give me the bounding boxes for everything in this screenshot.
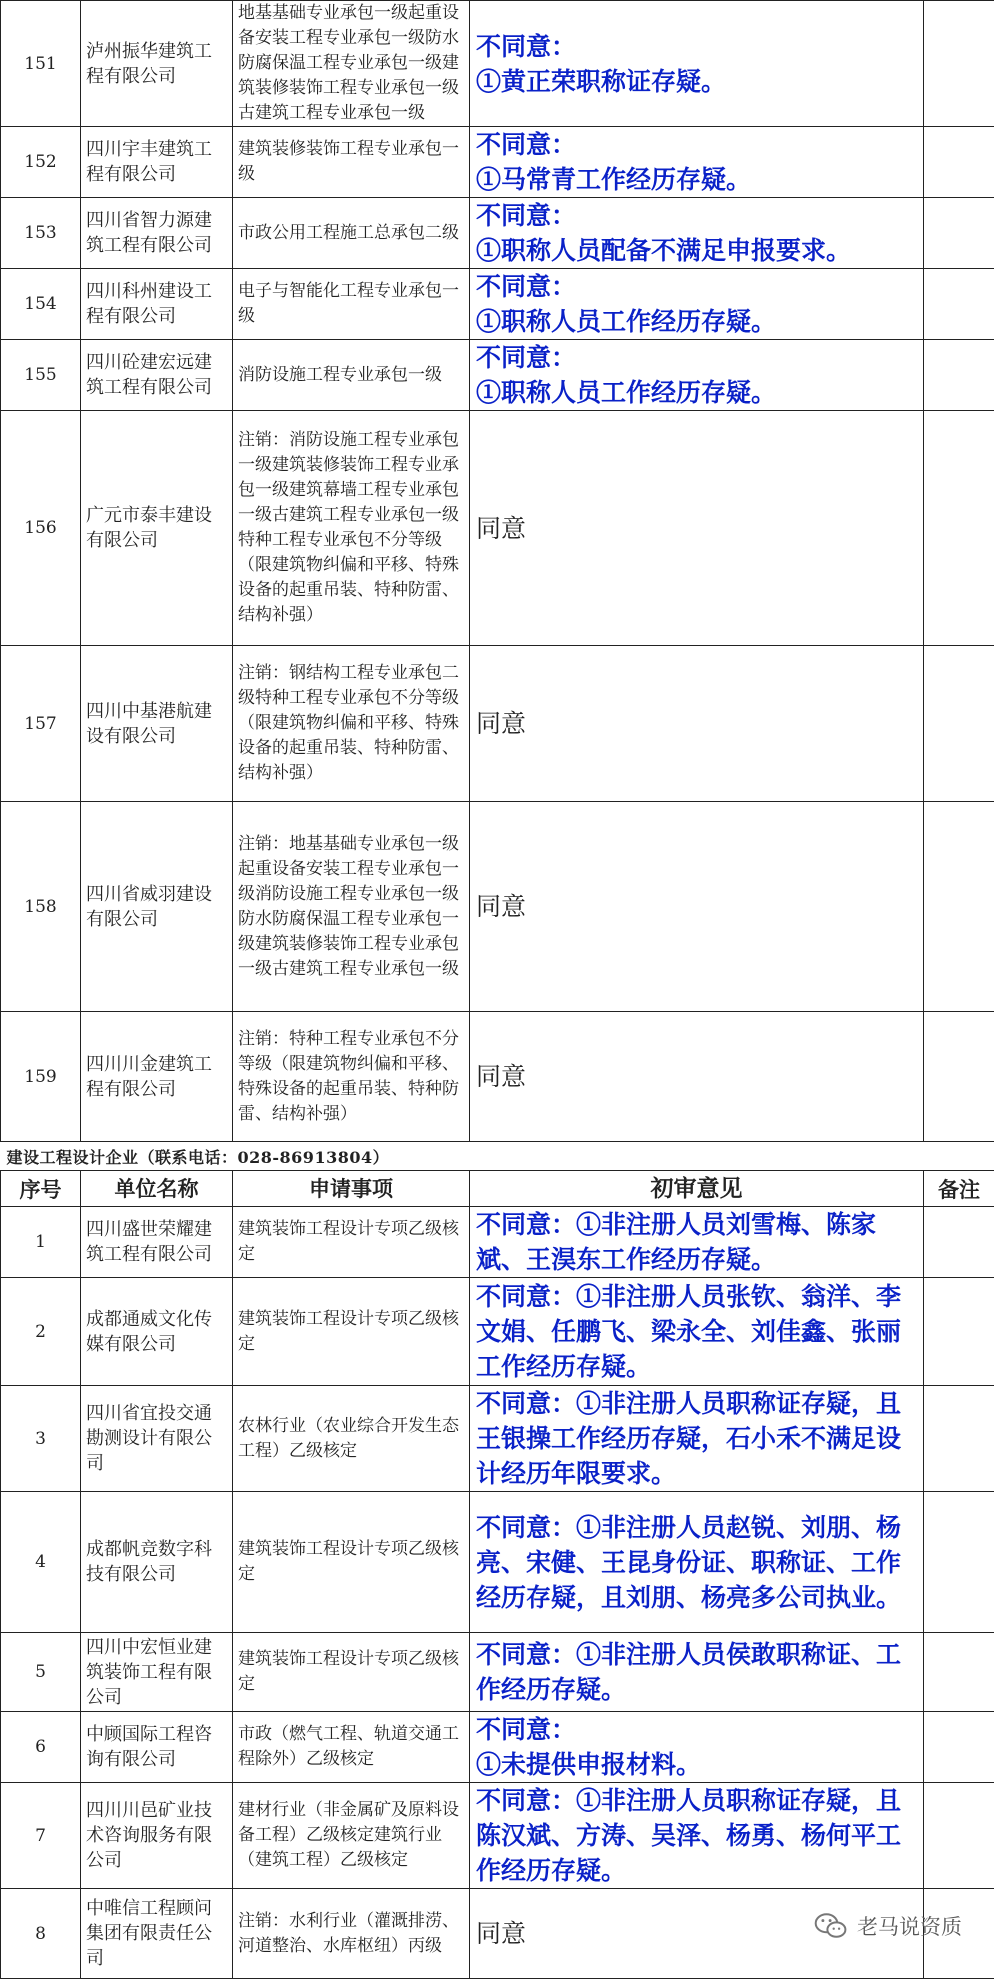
application-item: 地基基础专业承包一级起重设备安装工程专业承包一级防水防腐保温工程专业承包一级建筑装修装饰工程专业承包一级古建筑工程专业承包一级 bbox=[233, 1, 470, 127]
unit-name: 成都帆竞数字科技有限公司 bbox=[81, 1492, 233, 1633]
remark-cell bbox=[924, 1207, 994, 1278]
opinion-line: 同意 bbox=[476, 1062, 527, 1091]
application-item: 市政（燃气工程、轨道交通工程除外）乙级核定 bbox=[233, 1712, 470, 1783]
unit-name: 广元市泰丰建设有限公司 bbox=[81, 411, 233, 646]
application-item: 建材行业（非金属矿及原料设备工程）乙级核定建筑行业（建筑工程）乙级核定 bbox=[233, 1783, 470, 1889]
unit-name: 中唯信工程顾问集团有限责任公司 bbox=[81, 1889, 233, 1979]
section-title-row bbox=[1, 1142, 994, 1171]
unit-name: 四川川金建筑工程有限公司 bbox=[81, 1012, 233, 1142]
unit-name: 四川中基港航建设有限公司 bbox=[81, 646, 233, 802]
row-number: 3 bbox=[1, 1386, 81, 1492]
table-row bbox=[1, 1633, 994, 1712]
header-unit: 单位名称 bbox=[81, 1171, 233, 1207]
header-item: 申请事项 bbox=[233, 1171, 470, 1207]
row-number: 153 bbox=[1, 198, 81, 269]
review-opinion bbox=[470, 1712, 924, 1783]
row-number: 156 bbox=[1, 411, 81, 646]
table-row bbox=[1, 1278, 994, 1386]
opinion-line: 不同意：①非注册人员赵锐、刘朋、杨亮、宋健、王昆身份证、职称证、工作经历存疑，且刘朋、杨亮多公司执业。 bbox=[476, 1512, 902, 1612]
opinion-line: 同意 bbox=[476, 513, 527, 543]
table-row bbox=[1, 411, 994, 646]
opinion-line: 不同意： bbox=[476, 130, 577, 159]
unit-name: 成都通威文化传媒有限公司 bbox=[81, 1278, 233, 1386]
remark-cell bbox=[924, 411, 994, 646]
application-item: 注销：消防设施工程专业承包一级建筑装修装饰工程专业承包一级建筑幕墙工程专业承包一级古建筑工程专业承包一级特种工程专业承包不分等级（限建筑物纠偏和平移、特殊设备的起重吊装、特种防雷、结构补强） bbox=[233, 411, 470, 646]
opinion-line: ①职称人员配备不满足申报要求。 bbox=[476, 236, 852, 265]
remark-cell bbox=[924, 198, 994, 269]
application-item: 建筑装饰工程设计专项乙级核定 bbox=[233, 1633, 470, 1712]
review-opinion bbox=[470, 1633, 924, 1712]
remark-cell bbox=[924, 1633, 994, 1712]
review-opinion bbox=[470, 1, 924, 127]
opinion-line: 不同意： bbox=[476, 201, 577, 230]
opinion-line: ①黄正荣职称证存疑。 bbox=[476, 66, 727, 96]
unit-name: 四川宇丰建筑工程有限公司 bbox=[81, 127, 233, 198]
upper-section bbox=[1, 1, 994, 1142]
review-opinion bbox=[470, 1278, 924, 1386]
header-remark: 备注 bbox=[924, 1171, 994, 1207]
remark-cell bbox=[924, 1012, 994, 1142]
application-item: 市政公用工程施工总承包二级 bbox=[233, 198, 470, 269]
review-opinion bbox=[470, 802, 924, 1012]
row-number: 151 bbox=[1, 1, 81, 127]
remark-cell bbox=[924, 802, 994, 1012]
watermark-text: 老马说资质 bbox=[857, 1915, 962, 1939]
row-number: 1 bbox=[1, 1207, 81, 1278]
remark-cell bbox=[924, 1386, 994, 1492]
remark-cell bbox=[924, 340, 994, 411]
unit-name: 泸州振华建筑工程有限公司 bbox=[81, 1, 233, 127]
row-number: 5 bbox=[1, 1633, 81, 1712]
opinion-line: 不同意：①非注册人员刘雪梅、陈家斌、王淏东工作经历存疑。 bbox=[476, 1210, 877, 1274]
row-number: 8 bbox=[1, 1889, 81, 1979]
opinion-line: ①职称人员工作经历存疑。 bbox=[476, 378, 777, 407]
application-item: 建筑装饰工程设计专项乙级核定 bbox=[233, 1492, 470, 1633]
watermark bbox=[813, 1911, 962, 1941]
row-number: 159 bbox=[1, 1012, 81, 1142]
table-row bbox=[1, 269, 994, 340]
opinion-line: ①马常青工作经历存疑。 bbox=[476, 165, 752, 194]
table-row bbox=[1, 1783, 994, 1889]
row-number: 157 bbox=[1, 646, 81, 802]
row-number: 7 bbox=[1, 1783, 81, 1889]
remark-cell bbox=[924, 127, 994, 198]
table-row bbox=[1, 340, 994, 411]
unit-name: 四川川邑矿业技术咨询服务有限公司 bbox=[81, 1783, 233, 1889]
review-opinion bbox=[470, 127, 924, 198]
row-number: 2 bbox=[1, 1278, 81, 1386]
opinion-line: 同意 bbox=[476, 709, 527, 738]
remark-cell bbox=[924, 1, 994, 127]
review-opinion bbox=[470, 1207, 924, 1278]
remark-cell bbox=[924, 1492, 994, 1633]
table-row bbox=[1, 1492, 994, 1633]
opinion-line: 不同意： bbox=[476, 1715, 577, 1744]
review-opinion bbox=[470, 411, 924, 646]
opinion-line: 不同意：①非注册人员职称证存疑，且王银操工作经历存疑，石小禾不满足设计经历年限要求。 bbox=[476, 1389, 902, 1488]
table-row bbox=[1, 1712, 994, 1783]
opinion-line: 不同意：①非注册人员职称证存疑，且陈汉斌、方涛、吴泽、杨勇、杨何平工作经历存疑。 bbox=[476, 1786, 902, 1885]
table-row bbox=[1, 1386, 994, 1492]
opinion-line: 同意 bbox=[476, 1919, 527, 1948]
table-row bbox=[1, 1012, 994, 1142]
opinion-line: 同意 bbox=[476, 892, 527, 921]
opinion-line: 不同意：①非注册人员张钦、翁洋、李文娟、任鹏飞、梁永全、刘佳鑫、张丽工作经历存疑。 bbox=[476, 1282, 902, 1381]
application-item: 建筑装饰工程设计专项乙级核定 bbox=[233, 1278, 470, 1386]
table-row bbox=[1, 646, 994, 802]
review-opinion bbox=[470, 269, 924, 340]
unit-name: 四川盛世荣耀建筑工程有限公司 bbox=[81, 1207, 233, 1278]
header-number: 序号 bbox=[1, 1171, 81, 1207]
application-item: 注销：地基基础专业承包一级起重设备安装工程专业承包一级消防设施工程专业承包一级防水防腐保温工程专业承包一级建筑装修装饰工程专业承包一级古建筑工程专业承包一级 bbox=[233, 802, 470, 1012]
remark-cell bbox=[924, 1712, 994, 1783]
table-row bbox=[1, 198, 994, 269]
row-number: 158 bbox=[1, 802, 81, 1012]
unit-name: 四川中宏恒业建筑装饰工程有限公司 bbox=[81, 1633, 233, 1712]
table-row bbox=[1, 1207, 994, 1278]
unit-name: 四川科州建设工程有限公司 bbox=[81, 269, 233, 340]
review-opinion bbox=[470, 1492, 924, 1633]
row-number: 4 bbox=[1, 1492, 81, 1633]
application-item: 建筑装饰工程设计专项乙级核定 bbox=[233, 1207, 470, 1278]
opinion-line: 不同意： bbox=[476, 31, 577, 61]
unit-name: 中顾国际工程咨询有限公司 bbox=[81, 1712, 233, 1783]
review-opinion bbox=[470, 198, 924, 269]
review-opinion bbox=[470, 1386, 924, 1492]
review-opinion bbox=[470, 1783, 924, 1889]
application-item: 建筑装修装饰工程专业承包一级 bbox=[233, 127, 470, 198]
header-opinion: 初审意见 bbox=[470, 1171, 924, 1207]
table-row bbox=[1, 1, 994, 127]
row-number: 154 bbox=[1, 269, 81, 340]
application-item: 电子与智能化工程专业承包一级 bbox=[233, 269, 470, 340]
application-item: 注销：水利行业（灌溉排涝、河道整治、水库枢纽）丙级 bbox=[233, 1889, 470, 1979]
table-row bbox=[1, 802, 994, 1012]
remark-cell bbox=[924, 1783, 994, 1889]
row-number: 6 bbox=[1, 1712, 81, 1783]
opinion-line: 不同意：①非注册人员侯敢职称证、工作经历存疑。 bbox=[476, 1640, 902, 1704]
row-number: 152 bbox=[1, 127, 81, 198]
remark-cell bbox=[924, 646, 994, 802]
application-item: 注销：钢结构工程专业承包二级特种工程专业承包不分等级（限建筑物纠偏和平移、特殊设备的起重吊装、特种防雷、结构补强） bbox=[233, 646, 470, 802]
review-opinion bbox=[470, 340, 924, 411]
remark-cell bbox=[924, 269, 994, 340]
unit-name: 四川省智力源建筑工程有限公司 bbox=[81, 198, 233, 269]
wechat-icon bbox=[813, 1911, 849, 1941]
unit-name: 四川砼建宏远建筑工程有限公司 bbox=[81, 340, 233, 411]
table-row bbox=[1, 127, 994, 198]
opinion-line: 不同意： bbox=[476, 272, 577, 301]
unit-name: 四川省威羽建设有限公司 bbox=[81, 802, 233, 1012]
application-item: 注销：特种工程专业承包不分等级（限建筑物纠偏和平移、特殊设备的起重吊装、特种防雷、结构补强） bbox=[233, 1012, 470, 1142]
opinion-line: ①职称人员工作经历存疑。 bbox=[476, 307, 777, 336]
application-item: 农林行业（农业综合开发生态工程）乙级核定 bbox=[233, 1386, 470, 1492]
unit-name: 四川省宜投交通勘测设计有限公司 bbox=[81, 1386, 233, 1492]
review-opinion bbox=[470, 1012, 924, 1142]
row-number: 155 bbox=[1, 340, 81, 411]
application-item: 消防设施工程专业承包一级 bbox=[233, 340, 470, 411]
remark-cell bbox=[924, 1278, 994, 1386]
header-row bbox=[1, 1171, 994, 1207]
section-title: 建设工程设计企业（联系电话：028-86913804） bbox=[1, 1142, 994, 1171]
design-section bbox=[1, 1142, 994, 1979]
opinion-line: ①未提供申报材料。 bbox=[476, 1750, 702, 1779]
opinion-line: 不同意： bbox=[476, 343, 577, 372]
review-opinion bbox=[470, 646, 924, 802]
